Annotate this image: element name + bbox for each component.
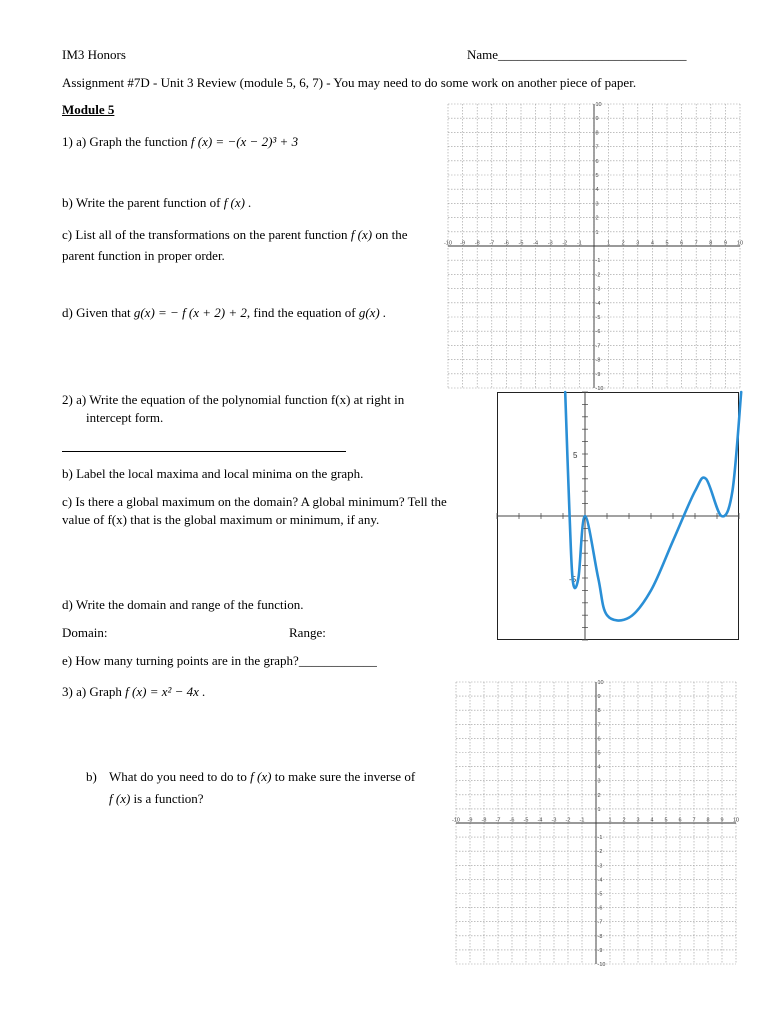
q1d-expr: g(x) = − f (x + 2) + 2 — [133, 305, 247, 320]
q3a — [62, 684, 205, 700]
q3b-expr2: f (x) — [109, 791, 131, 806]
q1b-text: b) Write the parent function of — [62, 195, 224, 210]
q3b-line1 — [109, 769, 415, 785]
x-tick-label: -7 — [495, 817, 501, 824]
x-tick-label: -1 — [576, 240, 582, 247]
x-tick-label: 1 — [608, 817, 612, 824]
x-tick-label: 1 — [607, 240, 611, 247]
x-tick-label: 7 — [694, 240, 698, 247]
x-tick-label: -5 — [523, 817, 529, 824]
x-tick-label: -10 — [452, 817, 460, 824]
y-label-5: 5 — [573, 451, 578, 460]
q1c-expr: f (x) — [350, 227, 373, 242]
y-tick-label: -7 — [595, 343, 601, 350]
y-tick-label: 10 — [595, 102, 602, 108]
y-tick-label: -4 — [595, 300, 601, 307]
q1b — [62, 195, 251, 211]
x-tick-label: -1 — [579, 817, 585, 824]
y-tick-label: -2 — [597, 849, 603, 856]
y-label-neg5: -5 — [569, 575, 577, 584]
y-tick-label: 9 — [595, 116, 599, 123]
q1c-text: c) List all of the transformations on the parent function — [62, 227, 351, 242]
q1d — [62, 305, 386, 321]
x-tick-label: -4 — [533, 240, 539, 247]
y-tick-label: 4 — [595, 187, 599, 194]
y-tick-label: -2 — [595, 272, 601, 279]
y-tick-label: -1 — [597, 835, 603, 842]
q2c-line2: value of f(x) that is the global maximum or minimum, if any. — [62, 512, 380, 527]
q2a-line2: intercept form. — [86, 410, 164, 425]
y-tick-label: -10 — [597, 962, 606, 968]
y-tick-label: 2 — [595, 215, 599, 222]
q1d-middle: , find the equation of — [246, 305, 359, 320]
q2d: d) Write the domain and range of the function. — [62, 597, 304, 612]
q2a-answer-line[interactable] — [62, 451, 346, 452]
y-tick-label: -3 — [597, 863, 603, 870]
y-tick-label: 9 — [597, 694, 601, 701]
y-tick-label: 6 — [595, 158, 599, 165]
x-tick-label: -8 — [481, 817, 487, 824]
x-tick-label: 6 — [678, 817, 682, 824]
x-tick-label: 8 — [709, 240, 713, 247]
q1a-text: 1) a) Graph the function — [62, 134, 191, 149]
q3b-line2 — [109, 791, 204, 807]
coordinate-grid-2[interactable] — [452, 680, 740, 968]
q3b-label: b) — [86, 769, 97, 784]
q2c-line1: c) Is there a global maximum on the domain? A global minimum? Tell the — [62, 494, 447, 509]
y-tick-label: -9 — [595, 371, 601, 378]
x-tick-label: 3 — [636, 817, 640, 824]
y-tick-label: -5 — [595, 315, 601, 321]
q1b-expr: f (x) . — [223, 195, 252, 210]
q3a-expr: f (x) = x² − 4x . — [125, 684, 206, 699]
x-tick-label: -6 — [503, 240, 509, 247]
y-tick-label: 7 — [597, 722, 601, 729]
q1a — [62, 134, 298, 150]
x-tick-label: -9 — [460, 240, 466, 247]
y-tick-label: -9 — [597, 947, 603, 954]
course-title: IM3 Honors — [62, 47, 126, 62]
q1c-line1 — [62, 227, 408, 243]
y-tick-label: 10 — [597, 680, 604, 686]
x-tick-label: 2 — [622, 817, 626, 824]
x-tick-label: 6 — [680, 240, 684, 247]
q3a-text: 3) a) Graph — [62, 684, 126, 699]
y-tick-label: -10 — [595, 386, 604, 392]
y-tick-label: 8 — [595, 130, 599, 137]
y-tick-label: 5 — [595, 173, 599, 179]
x-tick-label: 5 — [664, 817, 668, 824]
q3b-suffix2: is a function? — [130, 791, 204, 806]
y-tick-label: 3 — [597, 778, 601, 785]
q1c-suffix: on the — [372, 227, 408, 242]
y-tick-label: 1 — [597, 806, 601, 813]
q1a-expr: f (x) = −(x − 2)³ + 3 — [190, 134, 299, 149]
x-tick-label: 8 — [706, 817, 710, 824]
x-tick-label: -10 — [444, 240, 452, 247]
x-tick-label: 3 — [636, 240, 640, 247]
y-tick-label: -8 — [595, 357, 601, 364]
q2e: e) How many turning points are in the graph?____________ — [62, 653, 377, 668]
x-tick-label: 5 — [665, 240, 669, 247]
q1d-text: d) Given that — [62, 305, 134, 320]
q2b: b) Label the local maxima and local minima on the graph. — [62, 466, 364, 481]
x-tick-label: 4 — [650, 240, 654, 247]
range-label: Range: — [289, 625, 326, 640]
domain-label: Domain: — [62, 625, 108, 640]
y-tick-label: 2 — [597, 792, 601, 799]
q1c-line2: parent function in proper order. — [62, 248, 225, 263]
y-tick-label: -6 — [597, 905, 603, 912]
x-tick-label: -8 — [474, 240, 480, 247]
coordinate-grid-1[interactable] — [444, 102, 744, 392]
x-tick-label: -2 — [562, 240, 568, 247]
x-tick-label: -9 — [467, 817, 473, 824]
x-tick-label: 9 — [723, 240, 727, 247]
x-tick-label: -5 — [518, 240, 524, 247]
y-tick-label: -3 — [595, 286, 601, 293]
x-tick-label: -4 — [537, 817, 543, 824]
y-tick-label: -1 — [595, 258, 601, 265]
assignment-line: Assignment #7D - Unit 3 Review (module 5, 6, 7) - You may need to do some work on another piece of paper. — [62, 75, 637, 90]
polynomial-graph — [497, 392, 739, 640]
q2a-line1: 2) a) Write the equation of the polynomial function f(x) at right in — [62, 392, 405, 407]
y-tick-label: 6 — [597, 736, 601, 743]
y-tick-label: 1 — [595, 229, 599, 236]
x-tick-label: 10 — [732, 817, 740, 824]
q3b-suffix: to make sure the inverse of — [271, 769, 416, 784]
y-tick-label: -4 — [597, 877, 603, 884]
y-tick-label: -8 — [597, 933, 603, 940]
y-tick-label: -7 — [597, 919, 603, 926]
x-tick-label: 7 — [692, 817, 696, 824]
x-tick-label: 4 — [650, 817, 654, 824]
y-tick-label: 7 — [595, 144, 599, 151]
x-tick-label: 2 — [621, 240, 625, 247]
q3b-text: What do you need to do to — [109, 769, 251, 784]
x-tick-label: 9 — [720, 817, 724, 824]
x-tick-label: 10 — [736, 240, 744, 247]
y-tick-label: 4 — [597, 764, 601, 771]
y-tick-label: -5 — [597, 891, 603, 898]
module-title: Module 5 — [62, 102, 115, 117]
q1d-expr2: g(x) . — [358, 305, 387, 320]
x-tick-label: -2 — [565, 817, 571, 824]
y-tick-label: -6 — [595, 329, 601, 336]
x-tick-label: -3 — [547, 240, 553, 247]
x-tick-label: -3 — [551, 817, 557, 824]
y-tick-label: 3 — [595, 201, 599, 208]
name-field[interactable]: Name_____________________________ — [467, 47, 687, 62]
y-tick-label: 8 — [597, 708, 601, 715]
x-tick-label: -6 — [509, 817, 515, 824]
x-tick-label: -7 — [489, 240, 495, 247]
q3b-expr: f (x) — [250, 769, 272, 784]
y-tick-label: 5 — [597, 750, 601, 757]
